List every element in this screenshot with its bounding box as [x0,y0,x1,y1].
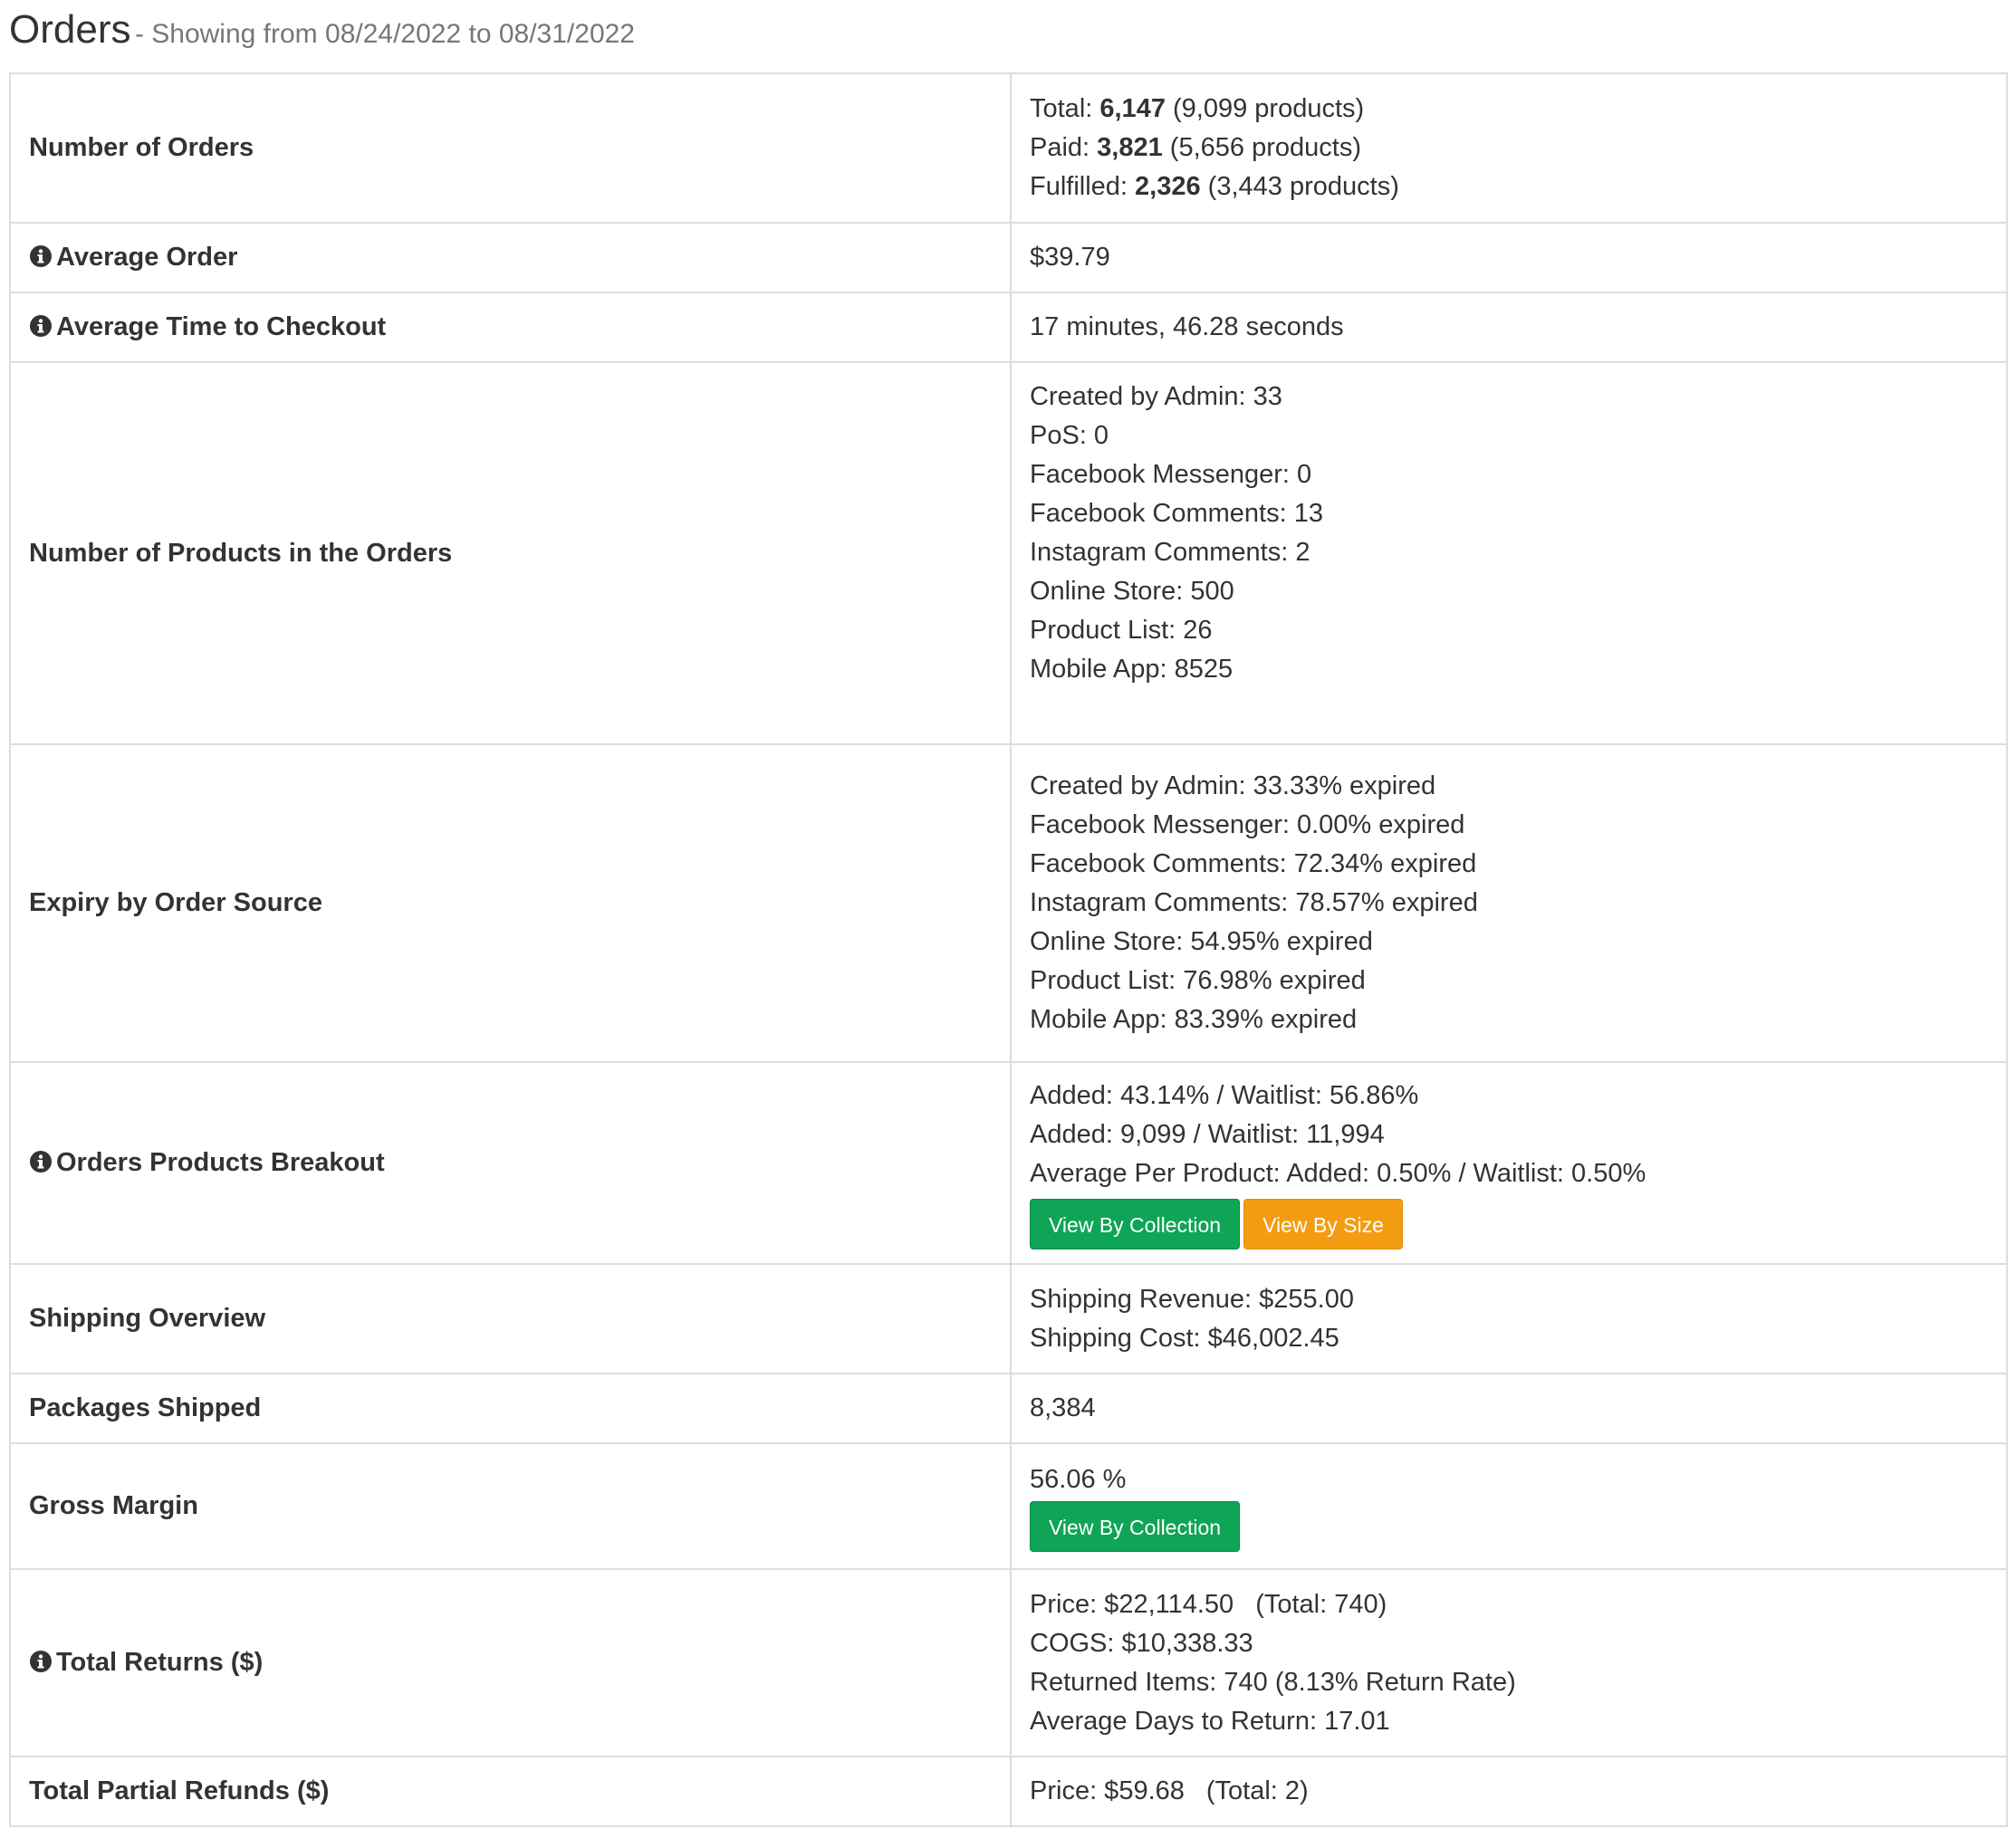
row-label [10,1569,1011,1757]
row-value: 17 minutes, 46.28 seconds [1011,292,2007,362]
orders-paid-suffix: (5,656 products) [1162,133,1361,162]
table-row [10,223,2007,292]
list-item: Mobile App: 83.39% expired [1030,1005,1358,1034]
row-value [1011,1264,2007,1374]
returns-price-line [1030,1585,1988,1624]
orders-paid-line [1030,129,1988,168]
list-item: Facebook Messenger: 0.00% expired [1030,810,1465,839]
list-item: Added: 43.14% / Waitlist: 56.86% [1030,1081,1419,1110]
row-label-text: Average Order [56,243,238,272]
row-label-text: Total Partial Refunds ($) [29,1776,330,1805]
returns-price: Price: $22,114.50 [1030,1589,1234,1619]
row-label [10,744,1011,1062]
info-circle-icon[interactable] [29,241,53,264]
returns-avg-days: Average Days to Return: 17.01 [1030,1706,1390,1736]
row-value: $39.79 [1011,223,2007,292]
list-item: Created by Admin: 33 [1030,382,1282,411]
refunds-total: (Total: 2) [1205,1776,1309,1805]
list-item: Facebook Messenger: 0 [1030,460,1312,489]
shipping-cost: Shipping Cost: $46,002.45 [1030,1323,1339,1353]
info-circle-icon[interactable] [29,1646,53,1670]
list-item: Facebook Comments: 72.34% expired [1030,849,1477,878]
orders-fulfilled-suffix: (3,443 products) [1200,172,1399,201]
row-label-text: Number of Orders [29,133,254,162]
table-row [10,362,2007,744]
info-circle-icon[interactable] [29,1146,53,1170]
orders-total-prefix: Total: [1030,94,1100,123]
orders-total-suffix: (9,099 products) [1165,94,1365,123]
list-item: Online Store: 500 [1030,577,1234,606]
view-by-collection-button[interactable]: View By Collection [1030,1501,1240,1552]
row-label [10,362,1011,744]
view-by-collection-button[interactable]: View By Collection [1030,1199,1240,1249]
list-item: Online Store: 54.95% expired [1030,927,1373,956]
refunds-price: Price: $59.68 [1030,1776,1185,1805]
row-label-text: Number of Products in the Orders [29,538,453,568]
orders-fulfilled-line [1030,168,1988,206]
row-value [1011,1757,2007,1826]
row-value [1011,1062,2007,1264]
list-item: Product List: 76.98% expired [1030,966,1366,995]
orders-report-table [9,72,2008,1827]
list-item: Added: 9,099 / Waitlist: 11,994 [1030,1120,1385,1149]
table-row [10,1264,2007,1374]
row-label [10,1757,1011,1826]
orders-total-line [1030,90,1988,129]
list-item: Created by Admin: 33.33% expired [1030,771,1436,800]
row-label [10,73,1011,223]
gross-margin-value: 56.06 % [1030,1465,1127,1494]
row-value [1011,362,2007,744]
table-row [10,744,2007,1062]
list-item: Instagram Comments: 78.57% expired [1030,888,1478,917]
row-value [1011,1569,2007,1757]
row-value: 8,384 [1011,1374,2007,1443]
list-item: Facebook Comments: 13 [1030,499,1323,528]
row-label [10,1062,1011,1264]
orders-fulfilled-value: 2,326 [1135,172,1201,201]
row-label-text: Average Time to Checkout [56,312,387,341]
row-value [1011,744,2007,1062]
table-row [10,1374,2007,1443]
row-value [1011,73,2007,223]
page-header [9,7,635,53]
info-circle-icon[interactable] [29,311,53,334]
view-by-size-button[interactable]: View By Size [1243,1199,1403,1249]
table-row [10,1062,2007,1264]
table-row [10,292,2007,362]
returns-total: (Total: 740) [1255,1589,1387,1619]
list-item: Instagram Comments: 2 [1030,538,1310,567]
row-label-text: Shipping Overview [29,1304,266,1333]
date-range-subtitle: - Showing from 08/24/2022 to 08/31/2022 [134,19,635,49]
orders-fulfilled-prefix: Fulfilled: [1030,172,1136,201]
orders-paid-value: 3,821 [1097,133,1163,162]
table-row [10,73,2007,223]
row-label [10,1374,1011,1443]
row-label-text: Packages Shipped [29,1393,262,1422]
page-title: Orders [9,7,131,52]
row-label-text: Gross Margin [29,1491,198,1520]
orders-paid-prefix: Paid: [1030,133,1098,162]
table-row [10,1757,2007,1826]
row-label [10,292,1011,362]
list-item: Average Per Product: Added: 0.50% / Waitlist: 0.50% [1030,1159,1646,1188]
row-value [1011,1443,2007,1569]
list-item: Product List: 26 [1030,616,1213,645]
returns-items: Returned Items: 740 (8.13% Return Rate) [1030,1667,1516,1697]
list-item: PoS: 0 [1030,421,1109,450]
table-row [10,1443,2007,1569]
orders-total-value: 6,147 [1099,94,1166,123]
table-row [10,1569,2007,1757]
list-item: Mobile App: 8525 [1030,655,1234,684]
row-label-text: Total Returns ($) [56,1648,264,1677]
row-label-text: Orders Products Breakout [56,1148,385,1177]
row-label-text: Expiry by Order Source [29,888,322,917]
row-label [10,1443,1011,1569]
shipping-revenue: Shipping Revenue: $255.00 [1030,1284,1354,1314]
row-label [10,223,1011,292]
returns-cogs: COGS: $10,338.33 [1030,1628,1253,1658]
row-label [10,1264,1011,1374]
